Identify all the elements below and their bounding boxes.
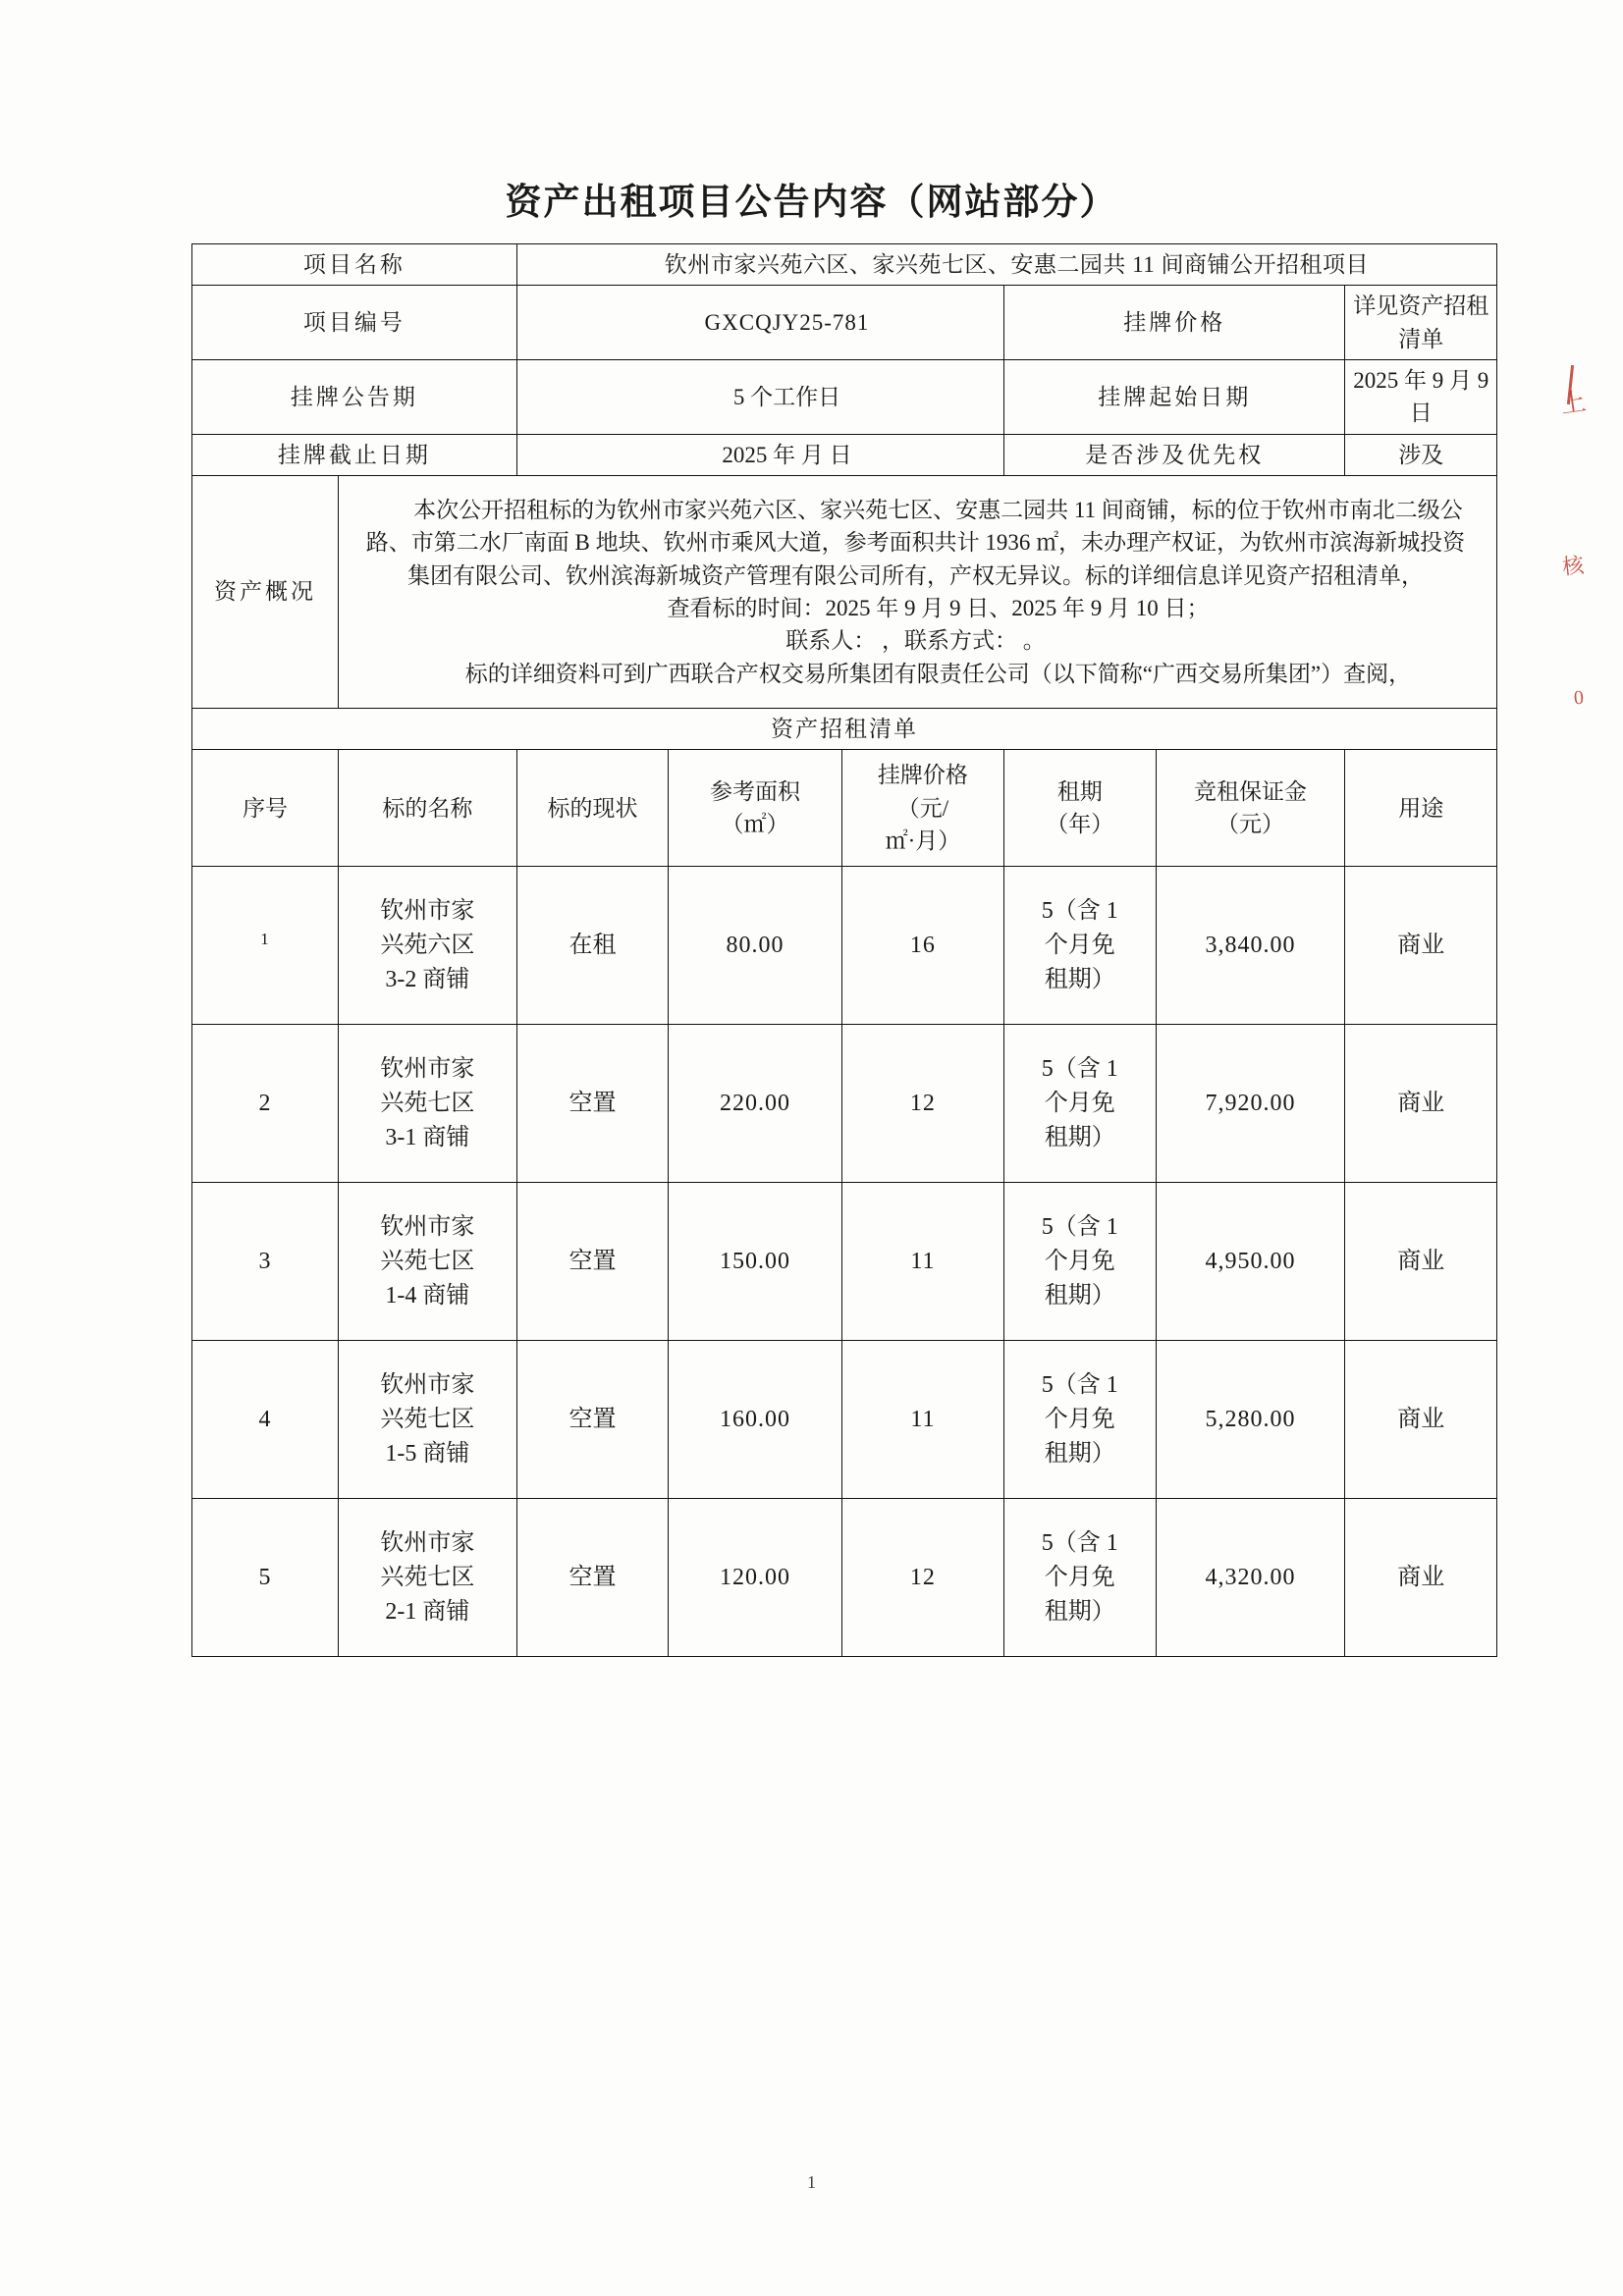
column-header-name: 标的名称 <box>338 750 516 867</box>
row-price: 12 <box>841 1025 1003 1183</box>
overview-paragraph-3: 标的详细资料可到广西联合产权交易所集团有限责任公司（以下简称“广西交易所集团”）查阅， <box>464 661 1412 686</box>
row-term-line3: 租期） <box>1044 1598 1115 1625</box>
table-row <box>192 476 1497 709</box>
row-area: 120.00 <box>669 1499 841 1657</box>
project-name-label: 项目名称 <box>192 244 517 286</box>
row-seq: 4 <box>192 1341 339 1499</box>
row-term-line1: 5（含 1 <box>1041 898 1118 925</box>
column-header-term-line1: 租期 <box>1056 779 1103 805</box>
start-date-label: 挂牌起始日期 <box>1004 360 1345 435</box>
table-row <box>192 1499 1497 1657</box>
column-header-term <box>1004 750 1156 867</box>
row-use: 商业 <box>1345 1183 1497 1341</box>
row-term-line3: 租期） <box>1044 966 1115 992</box>
row-target-name-line3: 2-1 商铺 <box>385 1598 470 1625</box>
row-target-name-line3: 1-5 商铺 <box>385 1440 470 1467</box>
column-header-area <box>669 750 841 867</box>
column-header-deposit-line2: （元） <box>1216 812 1284 837</box>
row-term-line1: 5（含 1 <box>1041 1214 1118 1241</box>
project-code-value: GXCQJY25-781 <box>516 286 1003 360</box>
column-header-price-line2: （元/ <box>896 795 949 821</box>
row-term <box>1004 1025 1156 1183</box>
row-term-line3: 租期） <box>1044 1440 1115 1467</box>
row-target-name-line1: 钦州市家 <box>380 1372 475 1399</box>
row-target-name <box>338 1499 516 1657</box>
table-row <box>192 434 1497 475</box>
column-header-deposit <box>1156 750 1345 867</box>
row-price: 11 <box>841 1183 1003 1341</box>
column-header-use: 用途 <box>1345 750 1497 867</box>
column-header-price-line3: ㎡·月） <box>885 828 961 854</box>
table-row <box>192 244 1497 286</box>
row-price: 16 <box>841 867 1003 1025</box>
row-use: 商业 <box>1345 1499 1497 1657</box>
row-use: 商业 <box>1345 867 1497 1025</box>
row-use: 商业 <box>1345 1341 1497 1499</box>
row-target-name-line3: 3-1 商铺 <box>385 1124 470 1150</box>
row-term <box>1004 1183 1156 1341</box>
row-price: 12 <box>841 1499 1003 1657</box>
column-header-price-line1: 挂牌价格 <box>877 763 968 788</box>
table-row <box>192 1025 1497 1183</box>
overview-content <box>338 476 1496 709</box>
row-target-name <box>338 1183 516 1341</box>
row-use: 商业 <box>1345 1025 1497 1183</box>
table-row <box>192 1341 1497 1499</box>
row-term-line3: 租期） <box>1044 1282 1115 1308</box>
overview-label: 资产概况 <box>192 476 339 709</box>
row-term-line1: 5（含 1 <box>1041 1530 1118 1557</box>
end-date-value: 2025 年 月 日 <box>516 434 1003 475</box>
announcement-period-value: 5 个工作日 <box>516 360 1003 435</box>
row-seq: 2 <box>192 1025 339 1183</box>
overview-paragraph-2: 查看标的时间：2025 年 9 月 9 日、2025 年 9 月 10 日； <box>667 596 1210 621</box>
row-area: 160.00 <box>669 1341 841 1499</box>
row-term-line2: 个月免 <box>1044 933 1115 959</box>
row-target-name-line2: 兴苑七区 <box>380 1249 475 1275</box>
row-term-line3: 租期） <box>1044 1124 1115 1150</box>
row-term-line1: 5（含 1 <box>1041 1056 1118 1083</box>
row-deposit: 4,950.00 <box>1156 1183 1345 1341</box>
row-term-line1: 5（含 1 <box>1041 1372 1118 1399</box>
row-area: 150.00 <box>669 1183 841 1341</box>
project-code-label: 项目编号 <box>192 286 517 360</box>
row-term-line2: 个月免 <box>1044 1407 1115 1433</box>
row-term <box>1004 1499 1156 1657</box>
row-deposit: 3,840.00 <box>1156 867 1345 1025</box>
table-row <box>192 867 1497 1025</box>
column-header-price <box>841 750 1003 867</box>
start-date-value: 2025 年 9 月 9 日 <box>1345 360 1497 435</box>
handwritten-mark-2: 核 <box>1560 552 1586 580</box>
row-seq-text: 1 <box>260 930 270 949</box>
row-target-name-line2: 兴苑七区 <box>380 1407 475 1433</box>
row-target-name-line2: 兴苑六区 <box>380 933 475 959</box>
row-term-line2: 个月免 <box>1044 1249 1115 1275</box>
row-price: 11 <box>841 1341 1003 1499</box>
table-row <box>192 709 1497 750</box>
overview-contact-line: 联系人： ，联系方式： 。 <box>785 628 1046 654</box>
row-term <box>1004 1341 1156 1499</box>
row-target-name-line2: 兴苑七区 <box>380 1565 475 1591</box>
row-target-name <box>338 867 516 1025</box>
row-status: 空置 <box>516 1341 668 1499</box>
row-seq: 3 <box>192 1183 339 1341</box>
row-area: 220.00 <box>669 1025 841 1183</box>
page-number: 1 <box>807 2172 816 2192</box>
row-term-line2: 个月免 <box>1044 1091 1115 1117</box>
row-seq: 5 <box>192 1499 339 1657</box>
table-row <box>192 286 1497 360</box>
asset-list-title: 资产招租清单 <box>192 709 1497 750</box>
row-term <box>1004 867 1156 1025</box>
row-deposit: 7,920.00 <box>1156 1025 1345 1183</box>
listing-price-value: 详见资产招租清单 <box>1345 286 1497 360</box>
row-status: 空置 <box>516 1499 668 1657</box>
row-target-name-line1: 钦州市家 <box>380 1530 475 1557</box>
announcement-table <box>191 243 1497 1657</box>
overview-paragraph-1: 本次公开招租标的为钦州市家兴苑六区、家兴苑七区、安惠二园共 11 间商铺，标的位于钦州市南北二级公路、市第二水厂南面 B 地块、钦州市乘风大道，参考面积共计 1936 ㎡，未办理产权证，为钦州市滨海新城投资集团有限公司、钦州滨海新城资产管理有限公司所有，产权无异议。标的详细信息详见资产招租清单， <box>365 498 1466 588</box>
row-target-name <box>338 1341 516 1499</box>
end-date-label: 挂牌截止日期 <box>192 434 517 475</box>
row-area: 80.00 <box>669 867 841 1025</box>
row-target-name <box>338 1025 516 1183</box>
row-deposit: 4,320.00 <box>1156 1499 1345 1657</box>
announcement-period-label: 挂牌公告期 <box>192 360 517 435</box>
table-header-row <box>192 750 1497 867</box>
project-name-value: 钦州市家兴苑六区、家兴苑七区、安惠二园共 11 间商铺公开招租项目 <box>516 244 1496 286</box>
row-seq <box>192 867 339 1025</box>
row-target-name-line1: 钦州市家 <box>380 898 475 925</box>
column-header-status: 标的现状 <box>516 750 668 867</box>
column-header-deposit-line1: 竞租保证金 <box>1193 779 1307 805</box>
column-header-area-line2: （㎡） <box>721 812 789 837</box>
row-status: 在租 <box>516 867 668 1025</box>
table-row <box>192 360 1497 435</box>
listing-price-label: 挂牌价格 <box>1004 286 1345 360</box>
row-term-line2: 个月免 <box>1044 1565 1115 1591</box>
row-target-name-line2: 兴苑七区 <box>380 1091 475 1117</box>
priority-label: 是否涉及优先权 <box>1004 434 1345 475</box>
row-target-name-line3: 3-2 商铺 <box>385 966 470 992</box>
column-header-area-line1: 参考面积 <box>709 779 800 805</box>
row-target-name-line1: 钦州市家 <box>380 1214 475 1241</box>
column-header-term-line2: （年） <box>1046 812 1114 837</box>
handwritten-mark-1: 上 <box>1558 387 1589 419</box>
priority-value: 涉及 <box>1345 434 1497 475</box>
page-title: 资产出租项目公告内容（网站部分） <box>505 183 1118 223</box>
row-target-name-line1: 钦州市家 <box>380 1056 475 1083</box>
row-status: 空置 <box>516 1025 668 1183</box>
table-row <box>192 1183 1497 1341</box>
row-target-name-line3: 1-4 商铺 <box>385 1282 470 1308</box>
column-header-seq <box>192 750 339 867</box>
column-header-seq-text: 序号 <box>242 795 288 821</box>
handwritten-mark-3: 0 <box>1573 686 1585 710</box>
row-deposit: 5,280.00 <box>1156 1341 1345 1499</box>
row-status: 空置 <box>516 1183 668 1341</box>
